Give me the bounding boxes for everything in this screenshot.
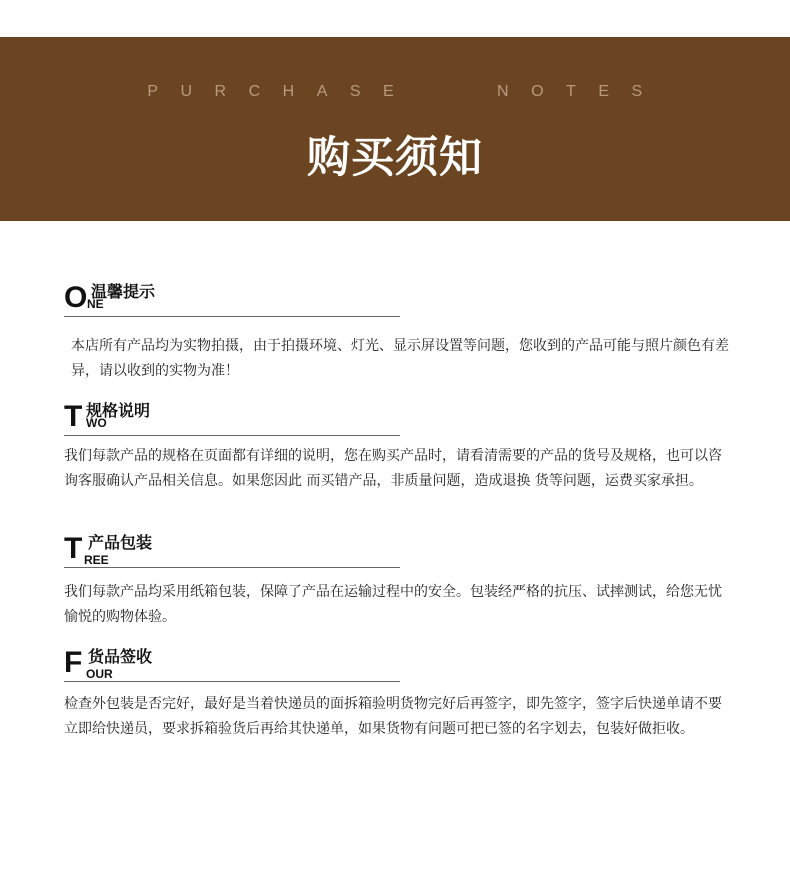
section-receipt bbox=[64, 648, 744, 742]
section-heading bbox=[64, 648, 404, 688]
section-heading bbox=[64, 283, 404, 323]
section-divider bbox=[64, 681, 400, 682]
section-number-word: OUR bbox=[86, 667, 113, 681]
section-heading bbox=[64, 534, 404, 574]
section-title: 规格说明 bbox=[86, 401, 151, 420]
section-body: 我们每款产品均采用纸箱包装，保障了产品在运输过程中的安全。包装经严格的抗压、试摔测试，给您无忧愉悦的购物体验。 bbox=[64, 584, 722, 625]
section-big-letter: O bbox=[64, 281, 88, 314]
page-title: 购买须知 bbox=[307, 133, 483, 183]
section-warm-tips bbox=[64, 283, 744, 384]
section-divider bbox=[64, 435, 400, 436]
section-title: 货品签收 bbox=[88, 647, 153, 666]
section-body: 我们每款产品的规格在页面都有详细的说明，您在购买产品时，请看清需要的产品的货号及规格，也可以咨询客服确认产品相关信息。如果您因此 而买错产品，非质量问题，造成退换 货等问题，运费买家承担。 bbox=[64, 448, 722, 489]
section-heading bbox=[64, 402, 404, 442]
section-big-letter: T bbox=[64, 532, 83, 565]
section-number-word: NE bbox=[87, 297, 104, 311]
section-big-letter: T bbox=[64, 400, 83, 433]
section-body: 本店所有产品均为实物拍摄，由于拍摄环境、灯光、显示屏设置等问题，您收到的产品可能与照片颜色有差异，请以收到的实物为准！ bbox=[71, 338, 729, 379]
section-title: 产品包装 bbox=[88, 533, 153, 552]
section-packaging bbox=[64, 534, 744, 630]
section-specifications bbox=[64, 402, 744, 494]
section-number-word: WO bbox=[86, 416, 107, 430]
section-divider bbox=[64, 316, 400, 317]
section-title: 温馨提示 bbox=[91, 282, 156, 301]
section-divider bbox=[64, 567, 400, 568]
section-number-word: REE bbox=[84, 553, 109, 567]
section-body: 检查外包装是否完好，最好是当着快递员的面拆箱验明货物完好后再签字，即先签字，签字后快递单请不要立即给快递员，要求拆箱验货后再给其快递单，如果货物有问题可把已签的名字划去，包装好做拒收。 bbox=[64, 696, 722, 737]
english-subtitle: PURCHASE NOTES bbox=[147, 83, 665, 100]
section-big-letter: F bbox=[64, 646, 83, 679]
